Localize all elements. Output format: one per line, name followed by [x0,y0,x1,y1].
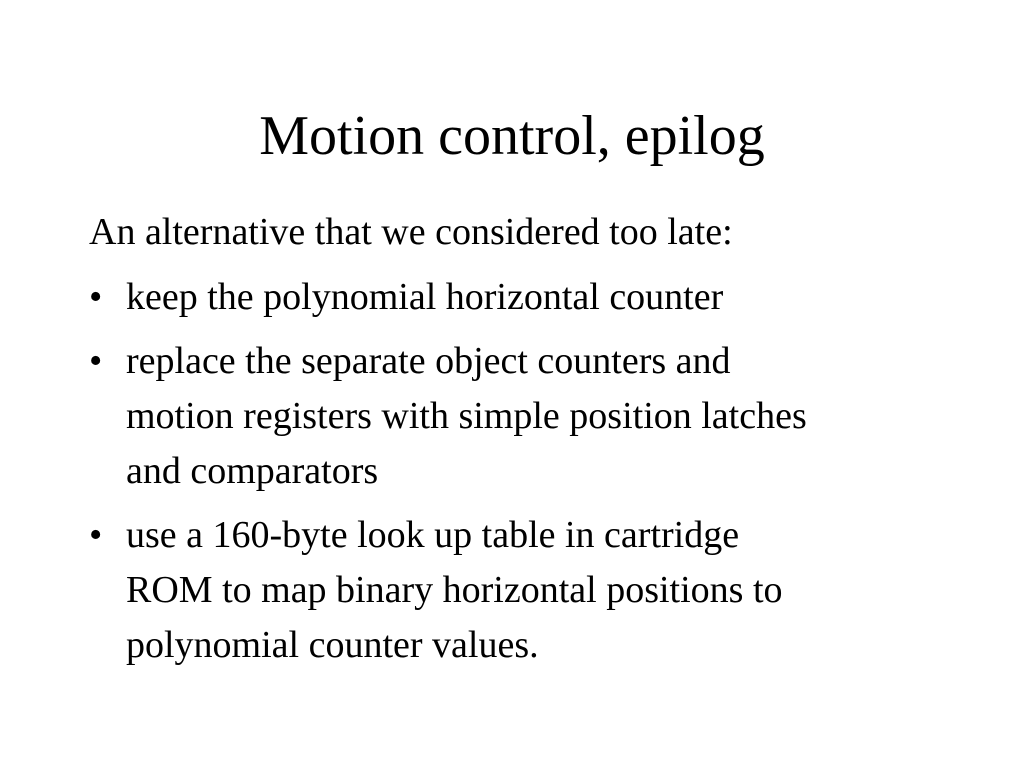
bullet-text-line: keep the polynomial horizontal counter [126,276,724,318]
bullet-text-line: polynomial counter values. [126,624,539,666]
bullet-icon: • [89,514,103,556]
bullet-icon: • [89,340,103,382]
bullet-item [89,334,969,499]
bullet-text-line: and comparators [126,450,379,492]
bullet-text-line: replace the separate object counters and [126,340,731,382]
bullet-item [89,508,969,673]
bullet-text-line: use a 160-byte look up table in cartridge [126,514,740,556]
bullet-text-line: motion registers with simple position latches [126,395,807,437]
bullet-item [89,270,969,325]
slide-title: Motion control, epilog [259,105,765,167]
slide-body [89,205,969,682]
bullet-list [89,270,969,673]
bullet-text-line: ROM to map binary horizontal positions to [126,569,783,611]
intro-text: An alternative that we considered too late: [89,211,733,253]
bullet-icon: • [89,276,103,318]
